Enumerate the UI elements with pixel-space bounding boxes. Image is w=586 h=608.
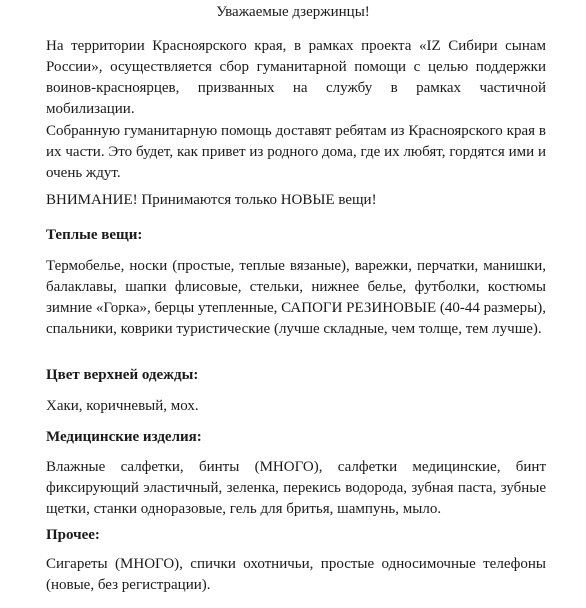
section-heading-warm-clothes: Теплые вещи: [46,227,143,243]
document-title: Уважаемые дзержинцы! [216,4,370,20]
attention-notice: ВНИМАНИЕ! Принимаются только НОВЫЕ вещи! [46,192,377,208]
section-text-warm-clothes: Термобелье, носки (простые, теплые вязаные), варежки, перчатки, манишки, балаклавы, шапки флисовые, стельки, нижнее белье, футболки, костюмы зимние «Горка», берцы утепленные, САПОГИ РЕЗИНОВЫЕ (40-44 размеры), спальники, коврики туристические (лучше складные, чем толще, тем лучше). [46,258,546,337]
section-text-outerwear-color: Хаки, коричневый, мох. [46,398,199,414]
delivery-paragraph: Собранную гуманитарную помощь доставят ребятам из Красноярского края в их части. Это будет, как привет из родного дома, где их любят, гордятся ими и очень ждут. [46,123,546,181]
intro-paragraph: На территории Красноярского края, в рамках проекта «IZ Сибири сынам России», осуществляется сбор гуманитарной помощи с целью поддержки воинов-красноярцев, призванных на службу в рамках частичной мобилизации. [46,38,546,117]
section-text-medical: Влажные салфетки, бинты (МНОГО), салфетки медицинские, бинт фиксирующий эластичный, зеленка, перекись водорода, зубная паста, зубные щетки, станки одноразовые, гель для бритья, шампунь, мыло. [46,459,546,517]
section-heading-other: Прочее: [46,527,100,543]
section-heading-outerwear-color: Цвет верхней одежды: [46,367,199,383]
section-heading-medical: Медицинские изделия: [46,429,202,445]
section-text-other: Сигареты (МНОГО), спички охотничьи, простые односимочные телефоны (новые, без регистрации). [46,556,546,593]
